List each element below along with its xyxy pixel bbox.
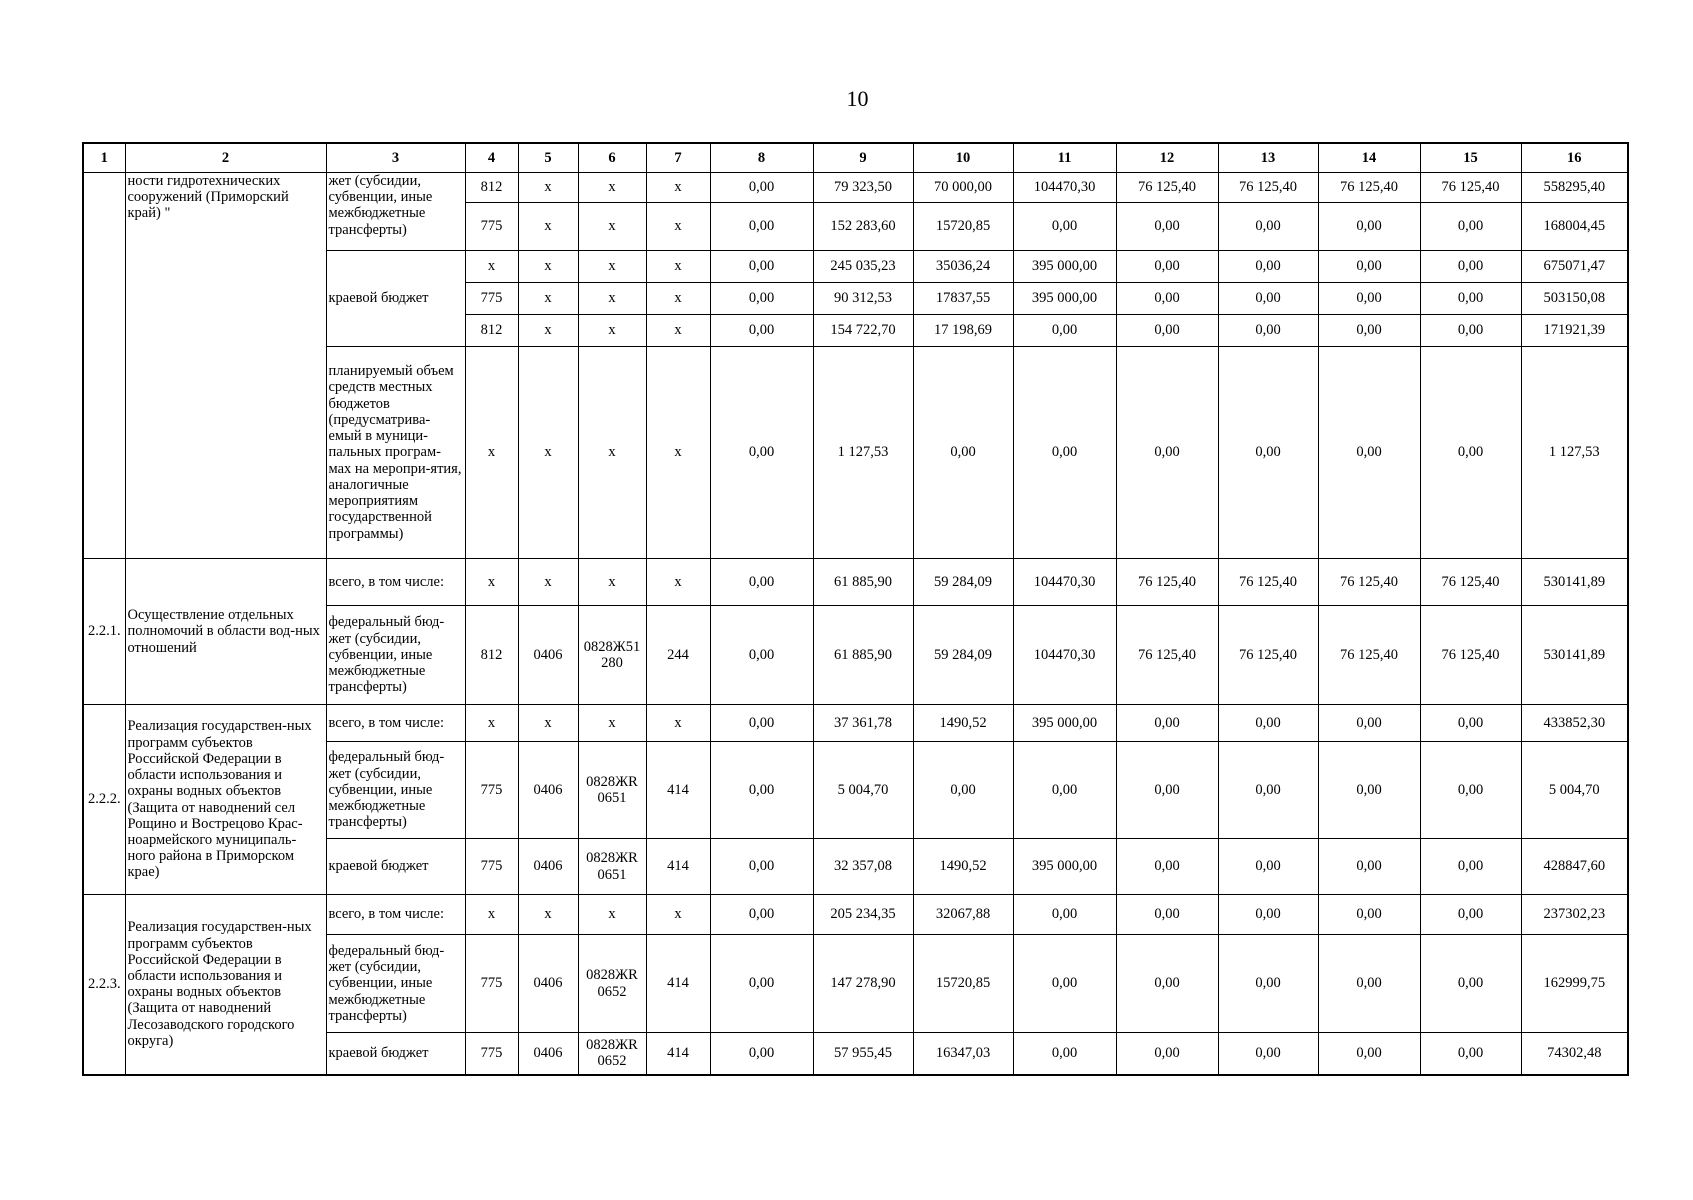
table-cell: 104470,30 bbox=[1013, 559, 1116, 606]
table-cell: 414 bbox=[646, 839, 710, 895]
header-row bbox=[83, 143, 1628, 173]
table-cell: 0,00 bbox=[1116, 315, 1218, 347]
col-header: 16 bbox=[1521, 143, 1628, 173]
table-cell: 0,00 bbox=[1116, 895, 1218, 935]
table-cell: x bbox=[518, 559, 578, 606]
table-cell: 162999,75 bbox=[1521, 935, 1628, 1033]
table-cell: 0,00 bbox=[710, 1033, 813, 1075]
table-cell: 433852,30 bbox=[1521, 705, 1628, 742]
table-cell: 0,00 bbox=[1218, 742, 1318, 839]
col-header: 1 bbox=[83, 143, 125, 173]
table-cell: 775 bbox=[465, 742, 518, 839]
table-cell: 76 125,40 bbox=[1218, 559, 1318, 606]
table-cell: x bbox=[518, 251, 578, 283]
table-cell: 245 035,23 bbox=[813, 251, 913, 283]
table-cell: 0828ЖR 0651 bbox=[578, 839, 646, 895]
table-cell: x bbox=[578, 895, 646, 935]
table-cell: 0,00 bbox=[1116, 203, 1218, 251]
row-number-cell: 2.2.2. bbox=[83, 705, 125, 895]
table-cell: 395 000,00 bbox=[1013, 839, 1116, 895]
table-cell: 0,00 bbox=[710, 559, 813, 606]
measure-name-cell: Реализация государствен-ных программ субъектов Российской Федерации в области использования и охраны водных объектов (Защита от наводнений Лесозаводского городского округа) bbox=[125, 895, 326, 1075]
row-number-cell: 2.2.3. bbox=[83, 895, 125, 1075]
table-cell: 0828ЖR 0652 bbox=[578, 1033, 646, 1075]
table-cell: 90 312,53 bbox=[813, 283, 913, 315]
table-cell: 59 284,09 bbox=[913, 606, 1013, 705]
table-cell: x bbox=[646, 895, 710, 935]
table-cell: 0,00 bbox=[1420, 347, 1521, 559]
table-cell: 0,00 bbox=[1116, 742, 1218, 839]
table-cell: x bbox=[646, 251, 710, 283]
table-cell: 530141,89 bbox=[1521, 606, 1628, 705]
table-cell: x bbox=[578, 173, 646, 203]
table-cell: 0,00 bbox=[710, 173, 813, 203]
table-cell: x bbox=[518, 283, 578, 315]
table-cell: 675071,47 bbox=[1521, 251, 1628, 283]
table-cell: 0,00 bbox=[1420, 203, 1521, 251]
table-cell: 0,00 bbox=[1013, 742, 1116, 839]
table-cell: 812 bbox=[465, 173, 518, 203]
col-header: 9 bbox=[813, 143, 913, 173]
table-cell: 17 198,69 bbox=[913, 315, 1013, 347]
table-cell: 0,00 bbox=[1218, 705, 1318, 742]
table-cell: 0,00 bbox=[1013, 347, 1116, 559]
table-cell: 0828Ж51 280 bbox=[578, 606, 646, 705]
col-header: 5 bbox=[518, 143, 578, 173]
table-cell: 0,00 bbox=[710, 347, 813, 559]
table-cell: x bbox=[646, 705, 710, 742]
table-cell: 0,00 bbox=[1318, 935, 1420, 1033]
table-cell: 0,00 bbox=[1420, 705, 1521, 742]
col-header: 8 bbox=[710, 143, 813, 173]
table-cell: 0,00 bbox=[710, 705, 813, 742]
table-row bbox=[83, 559, 1628, 606]
table-cell: 414 bbox=[646, 742, 710, 839]
table-cell: x bbox=[646, 173, 710, 203]
table-cell: 76 125,40 bbox=[1318, 559, 1420, 606]
table-cell: 0,00 bbox=[1116, 1033, 1218, 1075]
table-cell: x bbox=[465, 251, 518, 283]
page-number: 10 bbox=[846, 86, 869, 111]
table-cell: x bbox=[578, 251, 646, 283]
table-cell: 775 bbox=[465, 283, 518, 315]
table-cell: x bbox=[578, 347, 646, 559]
col-header: 13 bbox=[1218, 143, 1318, 173]
table-cell: x bbox=[518, 895, 578, 935]
table-cell: 0,00 bbox=[1013, 203, 1116, 251]
table-cell: 17837,55 bbox=[913, 283, 1013, 315]
table-cell: 104470,30 bbox=[1013, 606, 1116, 705]
table-cell: 79 323,50 bbox=[813, 173, 913, 203]
table-cell: 0406 bbox=[518, 839, 578, 895]
table-cell: 76 125,40 bbox=[1218, 173, 1318, 203]
table-cell: 0828ЖR 0652 bbox=[578, 935, 646, 1033]
table-cell: 15720,85 bbox=[913, 203, 1013, 251]
table-cell: 0,00 bbox=[1013, 1033, 1116, 1075]
table-cell: 0,00 bbox=[1013, 895, 1116, 935]
table-cell: 0,00 bbox=[1420, 283, 1521, 315]
table-cell: 0,00 bbox=[1013, 315, 1116, 347]
table-cell: x bbox=[465, 559, 518, 606]
col-header: 15 bbox=[1420, 143, 1521, 173]
col-header: 11 bbox=[1013, 143, 1116, 173]
table-cell: 0,00 bbox=[913, 347, 1013, 559]
table-cell: 395 000,00 bbox=[1013, 251, 1116, 283]
table-cell: 0,00 bbox=[1318, 895, 1420, 935]
table-cell: x bbox=[578, 705, 646, 742]
table-cell: 395 000,00 bbox=[1013, 705, 1116, 742]
table-cell: 395 000,00 bbox=[1013, 283, 1116, 315]
table-cell: 0,00 bbox=[1318, 283, 1420, 315]
table-cell: x bbox=[465, 347, 518, 559]
table-cell: 0,00 bbox=[710, 935, 813, 1033]
table-cell: 1490,52 bbox=[913, 839, 1013, 895]
col-header: 4 bbox=[465, 143, 518, 173]
table-cell: 0,00 bbox=[710, 839, 813, 895]
table-cell: 76 125,40 bbox=[1318, 173, 1420, 203]
table-cell: x bbox=[578, 203, 646, 251]
table-cell: 0,00 bbox=[1013, 935, 1116, 1033]
table-cell: 558295,40 bbox=[1521, 173, 1628, 203]
source-label-cell: всего, в том числе: bbox=[326, 895, 465, 935]
source-label-cell: всего, в том числе: bbox=[326, 705, 465, 742]
table-cell: x bbox=[646, 203, 710, 251]
table-cell: 1 127,53 bbox=[813, 347, 913, 559]
table-cell: 0,00 bbox=[1116, 705, 1218, 742]
table-cell: 16347,03 bbox=[913, 1033, 1013, 1075]
source-label-cell: федеральный бюд-жет (субсидии, субвенции, иные межбюджетные трансферты) bbox=[326, 935, 465, 1033]
table-cell: x bbox=[518, 347, 578, 559]
table-cell: 0,00 bbox=[1318, 839, 1420, 895]
table-cell: 0,00 bbox=[1318, 315, 1420, 347]
table-cell: x bbox=[518, 173, 578, 203]
source-label-cell: краевой бюджет bbox=[326, 1033, 465, 1075]
table-cell: 70 000,00 bbox=[913, 173, 1013, 203]
table-cell: 5 004,70 bbox=[1521, 742, 1628, 839]
table-cell: 0,00 bbox=[1318, 705, 1420, 742]
table-cell: 0,00 bbox=[1218, 895, 1318, 935]
table-cell: 414 bbox=[646, 1033, 710, 1075]
table-cell: 32 357,08 bbox=[813, 839, 913, 895]
table-cell: 76 125,40 bbox=[1420, 559, 1521, 606]
table-cell: 171921,39 bbox=[1521, 315, 1628, 347]
table-cell: 76 125,40 bbox=[1420, 173, 1521, 203]
table-row bbox=[83, 895, 1628, 935]
table-cell: x bbox=[578, 559, 646, 606]
table-cell: 61 885,90 bbox=[813, 606, 913, 705]
table-cell: 0,00 bbox=[1420, 839, 1521, 895]
col-header: 10 bbox=[913, 143, 1013, 173]
table-cell: 414 bbox=[646, 935, 710, 1033]
table-cell: 0,00 bbox=[1218, 315, 1318, 347]
source-label-cell: краевой бюджет bbox=[326, 839, 465, 895]
table-cell: 0,00 bbox=[710, 606, 813, 705]
table-cell: 0,00 bbox=[710, 742, 813, 839]
table-cell: 0,00 bbox=[1116, 839, 1218, 895]
table-cell: 104470,30 bbox=[1013, 173, 1116, 203]
table-cell: 152 283,60 bbox=[813, 203, 913, 251]
col-header: 7 bbox=[646, 143, 710, 173]
table-cell: 0,00 bbox=[1218, 203, 1318, 251]
table-cell: x bbox=[465, 895, 518, 935]
table-row bbox=[83, 173, 1628, 203]
table-cell: 32067,88 bbox=[913, 895, 1013, 935]
table-cell: 76 125,40 bbox=[1116, 606, 1218, 705]
table-cell: 0,00 bbox=[1420, 1033, 1521, 1075]
table-cell: x bbox=[578, 283, 646, 315]
table-cell: 61 885,90 bbox=[813, 559, 913, 606]
table-cell: 0,00 bbox=[1218, 251, 1318, 283]
measure-name-cell: Реализация государствен-ных программ субъектов Российской Федерации в области использования и охраны водных объектов (Защита от наводнений сел Рощино и Вострецово Крас-ноармейского муниципаль-ного района в Приморском крае) bbox=[125, 705, 326, 895]
col-header: 12 bbox=[1116, 143, 1218, 173]
table-cell: 76 125,40 bbox=[1116, 559, 1218, 606]
table-cell: 0,00 bbox=[710, 251, 813, 283]
table-cell: x bbox=[646, 559, 710, 606]
table-cell: 147 278,90 bbox=[813, 935, 913, 1033]
table-cell: 0,00 bbox=[1420, 251, 1521, 283]
table-cell: 57 955,45 bbox=[813, 1033, 913, 1075]
source-label-cell: всего, в том числе: bbox=[326, 559, 465, 606]
table-cell: 0,00 bbox=[1420, 742, 1521, 839]
table-cell: x bbox=[646, 315, 710, 347]
table-cell: x bbox=[646, 283, 710, 315]
table-cell: 1 127,53 bbox=[1521, 347, 1628, 559]
row-number-cell: 2.2.1. bbox=[83, 559, 125, 705]
table-cell: 812 bbox=[465, 315, 518, 347]
table-cell: 76 125,40 bbox=[1318, 606, 1420, 705]
table-cell: 0,00 bbox=[1420, 895, 1521, 935]
table-cell: x bbox=[518, 203, 578, 251]
table-cell: 0,00 bbox=[710, 895, 813, 935]
table-cell: 76 125,40 bbox=[1116, 173, 1218, 203]
table-cell: 0406 bbox=[518, 1033, 578, 1075]
table-cell: x bbox=[518, 705, 578, 742]
table-cell: 168004,45 bbox=[1521, 203, 1628, 251]
table-cell: 0,00 bbox=[1218, 1033, 1318, 1075]
table-cell: 0,00 bbox=[1318, 251, 1420, 283]
table-cell: 775 bbox=[465, 203, 518, 251]
table-cell: 503150,08 bbox=[1521, 283, 1628, 315]
table-cell: 0,00 bbox=[1218, 347, 1318, 559]
col-header: 3 bbox=[326, 143, 465, 173]
table-cell: 0,00 bbox=[710, 315, 813, 347]
table-cell: 0,00 bbox=[1116, 935, 1218, 1033]
table-cell: 0,00 bbox=[913, 742, 1013, 839]
col-header: 14 bbox=[1318, 143, 1420, 173]
source-label-cell: жет (субсидии, субвенции, иные межбюджетные трансферты) bbox=[326, 173, 465, 251]
table-cell: 0,00 bbox=[1318, 347, 1420, 559]
table-cell: 428847,60 bbox=[1521, 839, 1628, 895]
col-header: 2 bbox=[125, 143, 326, 173]
source-label-cell: федеральный бюд-жет (субсидии, субвенции, иные межбюджетные трансферты) bbox=[326, 742, 465, 839]
source-label-cell: планируемый объем средств местных бюджетов (предусматрива-емый в муници-пальных програм-мах на меропри-ятия, аналогичные мероприятиям государственной программы) bbox=[326, 347, 465, 559]
budget-table bbox=[82, 142, 1629, 1076]
table-row bbox=[83, 705, 1628, 742]
table-cell: 76 125,40 bbox=[1218, 606, 1318, 705]
col-header: 6 bbox=[578, 143, 646, 173]
table-cell: 59 284,09 bbox=[913, 559, 1013, 606]
table-cell: 0,00 bbox=[1318, 1033, 1420, 1075]
table-cell: 0406 bbox=[518, 606, 578, 705]
table-cell: 0828ЖR 0651 bbox=[578, 742, 646, 839]
table-cell: 5 004,70 bbox=[813, 742, 913, 839]
table-cell: 35036,24 bbox=[913, 251, 1013, 283]
table-cell: x bbox=[518, 315, 578, 347]
table-cell: 74302,48 bbox=[1521, 1033, 1628, 1075]
table-cell: 775 bbox=[465, 839, 518, 895]
table-cell: 0406 bbox=[518, 935, 578, 1033]
table-cell: 0,00 bbox=[710, 283, 813, 315]
table-cell: 0,00 bbox=[1318, 742, 1420, 839]
table-cell: 775 bbox=[465, 1033, 518, 1075]
table-cell: 775 bbox=[465, 935, 518, 1033]
table-cell: 154 722,70 bbox=[813, 315, 913, 347]
table-cell: 205 234,35 bbox=[813, 895, 913, 935]
table-cell: x bbox=[646, 347, 710, 559]
table-cell: 1490,52 bbox=[913, 705, 1013, 742]
source-label-cell: федеральный бюд-жет (субсидии, субвенции, иные межбюджетные трансферты) bbox=[326, 606, 465, 705]
source-label-cell: краевой бюджет bbox=[326, 251, 465, 347]
table-cell: x bbox=[578, 315, 646, 347]
measure-name-cell: Осуществление отдельных полномочий в области вод-ных отношений bbox=[125, 559, 326, 705]
table-cell: 0,00 bbox=[1116, 251, 1218, 283]
table-cell: 0,00 bbox=[710, 203, 813, 251]
table-cell: 812 bbox=[465, 606, 518, 705]
table-cell: x bbox=[465, 705, 518, 742]
table-cell: 244 bbox=[646, 606, 710, 705]
table-cell: 0,00 bbox=[1116, 347, 1218, 559]
table-cell: 15720,85 bbox=[913, 935, 1013, 1033]
table-cell: 76 125,40 bbox=[1420, 606, 1521, 705]
table-cell: 37 361,78 bbox=[813, 705, 913, 742]
table-cell: 0406 bbox=[518, 742, 578, 839]
table-cell: 0,00 bbox=[1420, 315, 1521, 347]
table-cell: 0,00 bbox=[1218, 283, 1318, 315]
table-cell: 0,00 bbox=[1116, 283, 1218, 315]
table-cell: 237302,23 bbox=[1521, 895, 1628, 935]
measure-name-cell: ности гидротехнических сооружений (Приморский край) " bbox=[125, 173, 326, 559]
table-cell: 0,00 bbox=[1318, 203, 1420, 251]
table-cell: 0,00 bbox=[1218, 935, 1318, 1033]
table-cell: 0,00 bbox=[1218, 839, 1318, 895]
table-cell: 530141,89 bbox=[1521, 559, 1628, 606]
row-number-cell bbox=[83, 173, 125, 559]
table-cell: 0,00 bbox=[1420, 935, 1521, 1033]
